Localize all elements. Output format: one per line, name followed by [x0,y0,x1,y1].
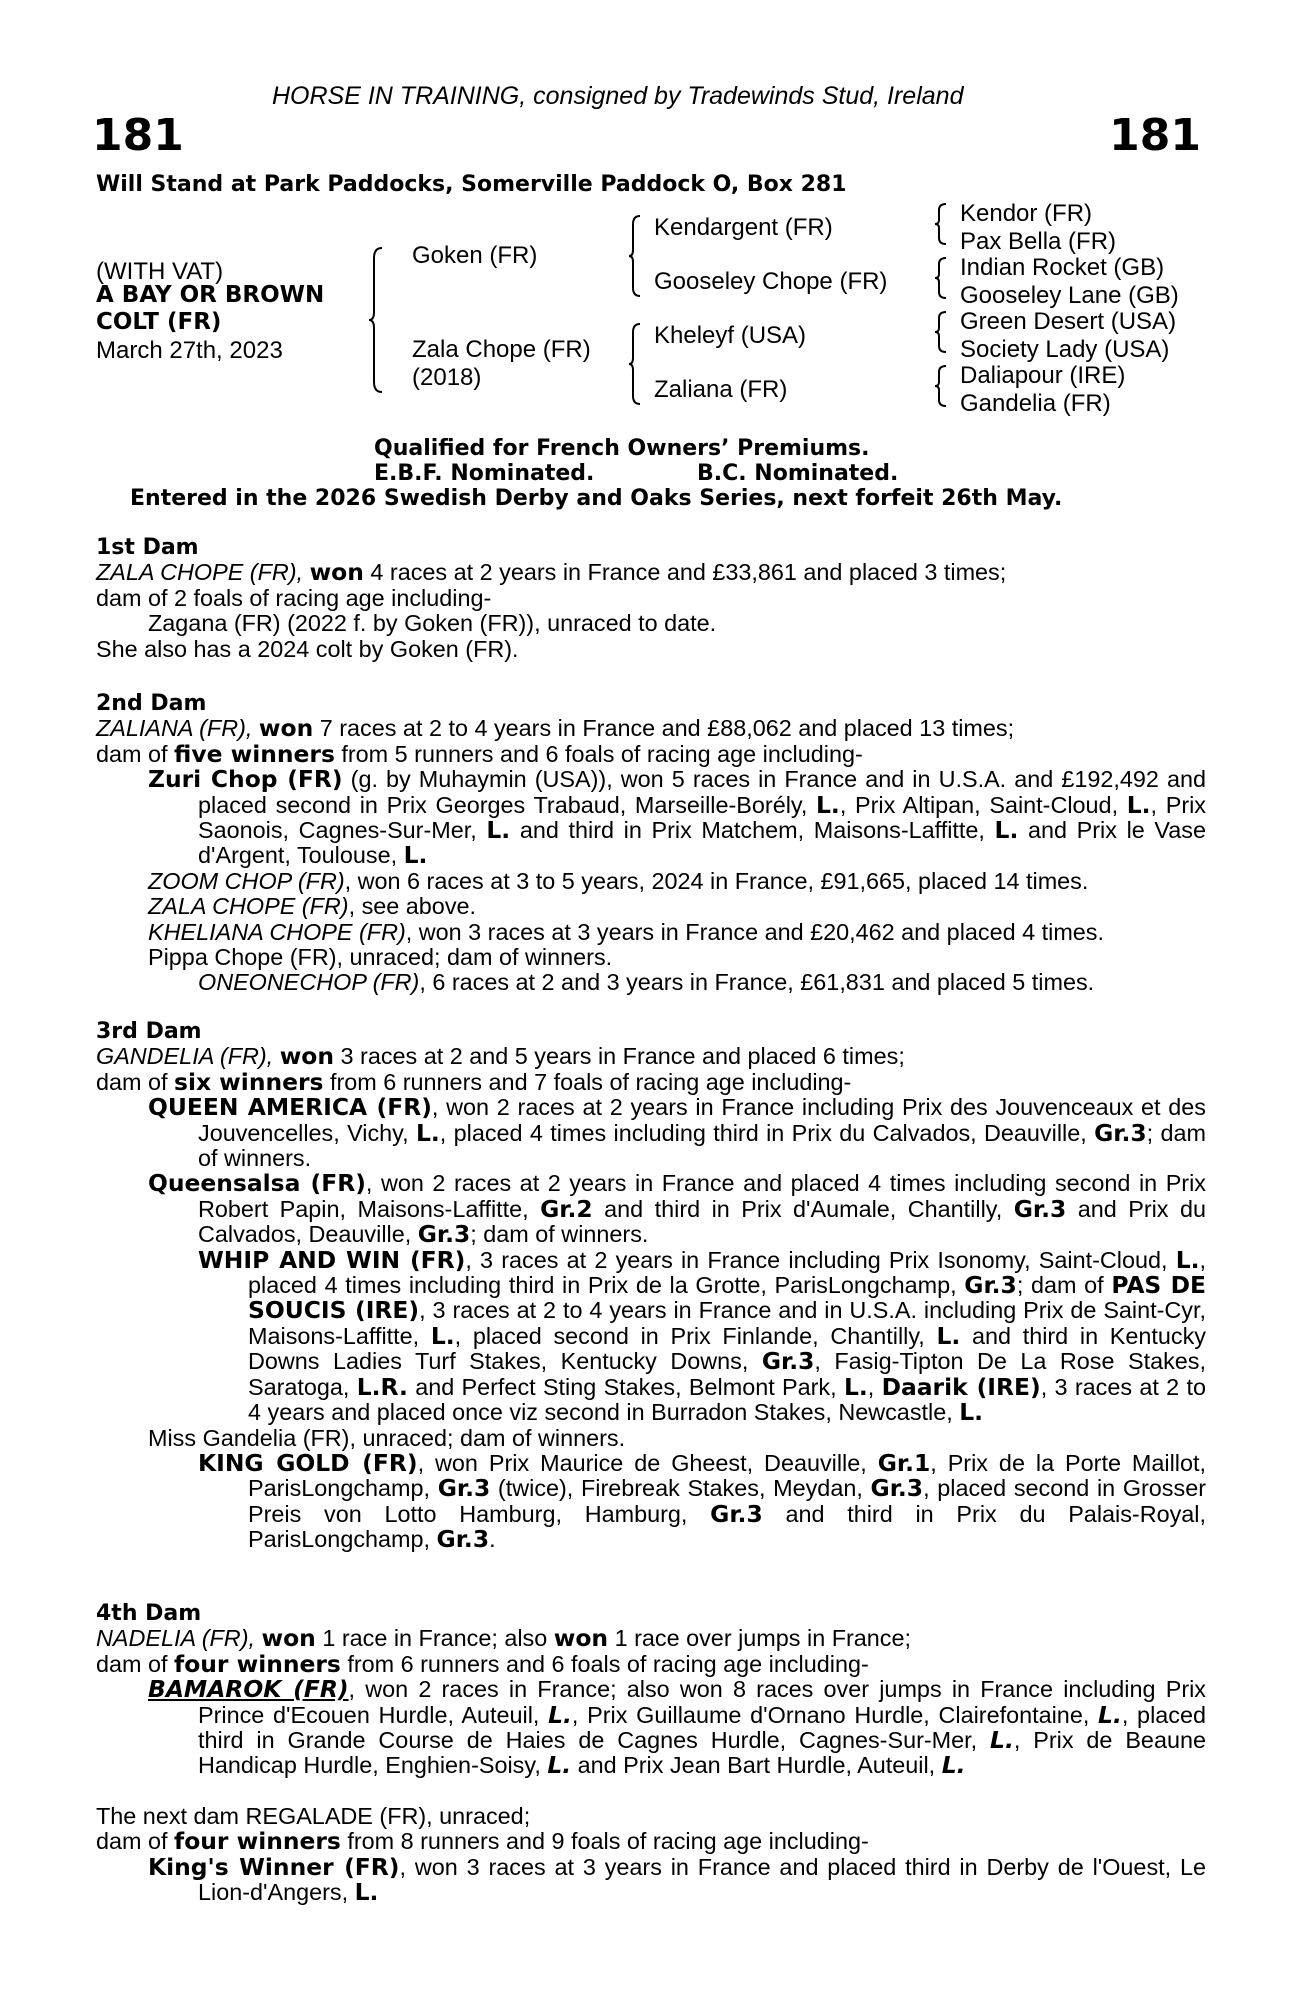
won-label: won [309,558,364,587]
pedigree-dam-sire: Kheleyf (USA) [654,322,807,349]
queensalsa-entry: Queensalsa (FR), won 2 races at 2 years in France and placed 4 times including second in Prix Robert Papin, Maisons-Laffitte, Gr.2 and third in Prix d'Aumale, Chantilly, Gr.3 and Prix du Calvados, Deauville, Gr.3; dam of winners. [148,1169,1206,1249]
bc-note: B.C. Nominated. [697,461,899,486]
pedigree-ssd: Pax Bella (FR) [960,228,1117,255]
vat-label: (WITH VAT) [96,258,224,285]
pedigree-sire-sire: Kendargent (FR) [654,214,833,241]
entered-note: Entered in the 2026 Swedish Derby and Oaks Series, next forfeit 26th May. [130,486,1063,511]
next-dam-section [96,1804,1206,1906]
pedigree-dsd: Society Lady (USA) [960,336,1170,363]
oneonechop-entry: ONEONECHOP (FR), 6 races at 2 and 3 years in France, £61,831 and placed 5 times. [198,969,1095,996]
fourth-dam-name: NADELIA (FR), [96,1625,255,1652]
bamarok-entry: BAMAROK (FR), won 2 races in France; also won 8 races over jumps in France including Prix Prince d'Ecouen Hurdle, Auteuil, L., Prix Guillaume d'Ornano Hurdle, Clairefontaine, L., placed third in Grande Course de Haies de Cagnes Hurdle, Cagnes-Sur-Mer, L., Prix de Beaune Handicap Hurdle, Enghien-Soisy, L. and Prix Jean Bart Hurdle, Auteuil, L. [148,1675,1206,1780]
pedigree-brace-main [368,246,384,394]
pedigree-ddd: Gandelia (FR) [960,390,1111,417]
third-dam-section [96,1018,1206,1553]
won-label: won [261,1624,316,1653]
first-dam-section [96,534,1206,662]
pippa-chope-entry: Pippa Chope (FR), unraced; dam of winners. [148,944,613,971]
horse-description-line2: COLT (FR) [96,309,222,335]
fourth-dam-foals: dam of four winners from 6 runners and 6 foals of racing age including- [96,1649,869,1678]
king-gold-entry: KING GOLD (FR), won Prix Maurice de Gheest, Deauville, Gr.1, Prix de la Porte Maillot, ParisLongchamp, Gr.3 (twice), Firebreak Stakes, Meydan, Gr.3, placed second in Grosser Preis von Lotto Hamburg, Hamburg, Gr.3 and third in Prix du Palais-Royal, ParisLongchamp, Gr.3. [198,1448,1207,1554]
lot-number-left: 181 [92,110,184,161]
pedigree-sss: Kendor (FR) [960,200,1093,227]
first-dam-name: ZALA CHOPE (FR), [96,559,304,586]
first-dam-produce-1: Zagana (FR) (2022 f. by Goken (FR)), unraced to date. [148,610,717,637]
pedigree-sire: Goken (FR) [412,242,538,269]
pedigree-brace-sire [628,214,642,298]
horse-description-line1: A BAY OR BROWN [96,282,325,308]
pedigree-dam-year: (2018) [412,364,482,391]
pedigree-sire-dam: Gooseley Chope (FR) [654,268,888,295]
consignor-header: HORSE IN TRAINING, consigned by Tradewinds Stud, Ireland [272,82,964,110]
stand-location: Will Stand at Park Paddocks, Somerville Paddock O, Box 281 [96,172,847,197]
foaling-date: March 27th, 2023 [96,337,283,364]
pedigree-dam: Zala Chope (FR) [412,336,591,363]
first-dam-produce-2: She also has a 2024 colt by Goken (FR). [96,635,519,662]
second-dam-section [96,690,1206,996]
next-dam-line1: The next dam REGALADE (FR), unraced; [96,1803,531,1829]
second-dam-name: ZALIANA (FR), [96,715,253,742]
whip-and-win-entry: WHIP AND WIN (FR), 3 races at 2 years in France including Prix Isonomy, Saint-Cloud, L., placed 4 times including third in Prix de la Grotte, ParisLongchamp, Gr.3; dam of PAS DE SOUCIS (IRE), 3 races at 2 to 4 years in France and in U.S.A. including Prix de Saint-Cyr, Maisons-Laffitte, L., placed second in Prix Finlande, Chantilly, L. and third in Kentucky Downs Ladies Turf Stakes, Kentucky Downs, Gr.3, Fasig-Tipton De La Rose Stakes, Saratoga, L.R. and Perfect Sting Stakes, Belmont Park, L., Daarik (IRE), 3 races at 2 to 4 years and placed once viz second in Burradon Stakes, Newcastle, L. [198,1245,1207,1427]
pedigree-dam-dam: Zaliana (FR) [654,376,788,403]
second-dam-heading: 2nd Dam [96,691,207,716]
pedigree-brace-3b [934,256,948,300]
miss-gandelia-entry: Miss Gandelia (FR), unraced; dam of winners. [148,1424,626,1451]
zala-chope-entry: ZALA CHOPE (FR), see above. [148,893,477,920]
third-dam-name: GANDELIA (FR), [96,1043,274,1070]
pedigree-dss: Green Desert (USA) [960,308,1177,335]
ebf-note: E.B.F. Nominated. [374,461,595,486]
first-dam-foals: dam of 2 foals of racing age including- [96,584,492,611]
third-dam-heading: 3rd Dam [96,1019,202,1044]
zoom-chop-entry: ZOOM CHOP (FR), won 6 races at 3 to 5 years, 2024 in France, £91,665, placed 14 times. [148,867,1089,894]
first-dam-heading: 1st Dam [96,535,199,560]
third-dam-record: 3 races at 2 and 5 years in France and placed 6 times; [334,1043,905,1070]
pedigree-sds: Indian Rocket (GB) [960,254,1165,281]
pedigree-brace-3d [934,364,948,408]
pedigree-dds: Daliapour (IRE) [960,362,1126,389]
pedigree-brace-3c [934,310,948,354]
third-dam-foals: dam of six winners from 6 runners and 7 foals of racing age including- [96,1067,852,1096]
won-label: won [258,714,314,743]
second-dam-foals: dam of five winners from 5 runners and 6 foals of racing age including- [96,739,863,768]
first-dam-record: 4 races at 2 years in France and £33,861 and placed 3 times; [363,559,1007,586]
lot-number-right: 181 [1109,110,1201,161]
won-label: won [279,1042,335,1071]
pedigree-brace-3a [934,202,948,246]
second-dam-record: 7 races at 2 to 4 years in France and £88,062 and placed 13 times; [313,715,1015,742]
kings-winner-entry: King's Winner (FR), won 3 races at 3 years in France and placed third in Derby de l'Ouest, Le Lion-d'Angers, L. [148,1852,1206,1907]
premiums-note: Qualified for French Owners’ Premiums. [374,436,870,461]
fourth-dam-heading: 4th Dam [96,1601,202,1626]
zuri-chop-entry: Zuri Chop (FR) (g. by Muhaymin (USA)), won 5 races in France and in U.S.A. and £192,492 and placed second in Prix Georges Trabaud, Marseille-Borély, L., Prix Altipan, Saint-Cloud, L., Prix Saonois, Cagnes-Sur-Mer, L. and third in Prix Matchem, Maisons-Laffitte, L. and Prix le Vase d'Argent, Toulouse, L. [148,765,1207,870]
kheliana-chope-entry: KHELIANA CHOPE (FR), won 3 races at 3 years in France and £20,462 and placed 4 times. [148,918,1105,945]
fourth-dam-section: 4th Dam NADELIA (FR), won 1 race in France; also won 1 race over jumps in France; dam of four winners from 6 runners and 6 foals of racing age including- BAMAROK (FR), won 2 races in France; also won 8 races over jumps in France including Prix Prince d'Ecouen Hurdle, Auteuil, L., Prix Guillaume d'Ornano Hurdle, Clairefontaine, L., placed third in Grande Course de Haies de Cagnes Hurdle, Cagnes-Sur-Mer, L., Prix de Beaune Handicap Hurdle, Enghien-Soisy, L. and Prix Jean Bart Hurdle, Auteuil, L. [96,1601,1206,1780]
pedigree-sdd: Gooseley Lane (GB) [960,282,1179,309]
pedigree-brace-dam [628,322,642,406]
queen-america-entry: QUEEN AMERICA (FR), won 2 races at 2 years in France including Prix des Jouvenceaux et des Jouvencelles, Vichy, L., placed 4 times including third in Prix du Calvados, Deauville, Gr.3; dam of winners. [148,1093,1206,1172]
next-dam-foals: dam of four winners from 8 runners and 9 foals of racing age including- [96,1827,869,1856]
